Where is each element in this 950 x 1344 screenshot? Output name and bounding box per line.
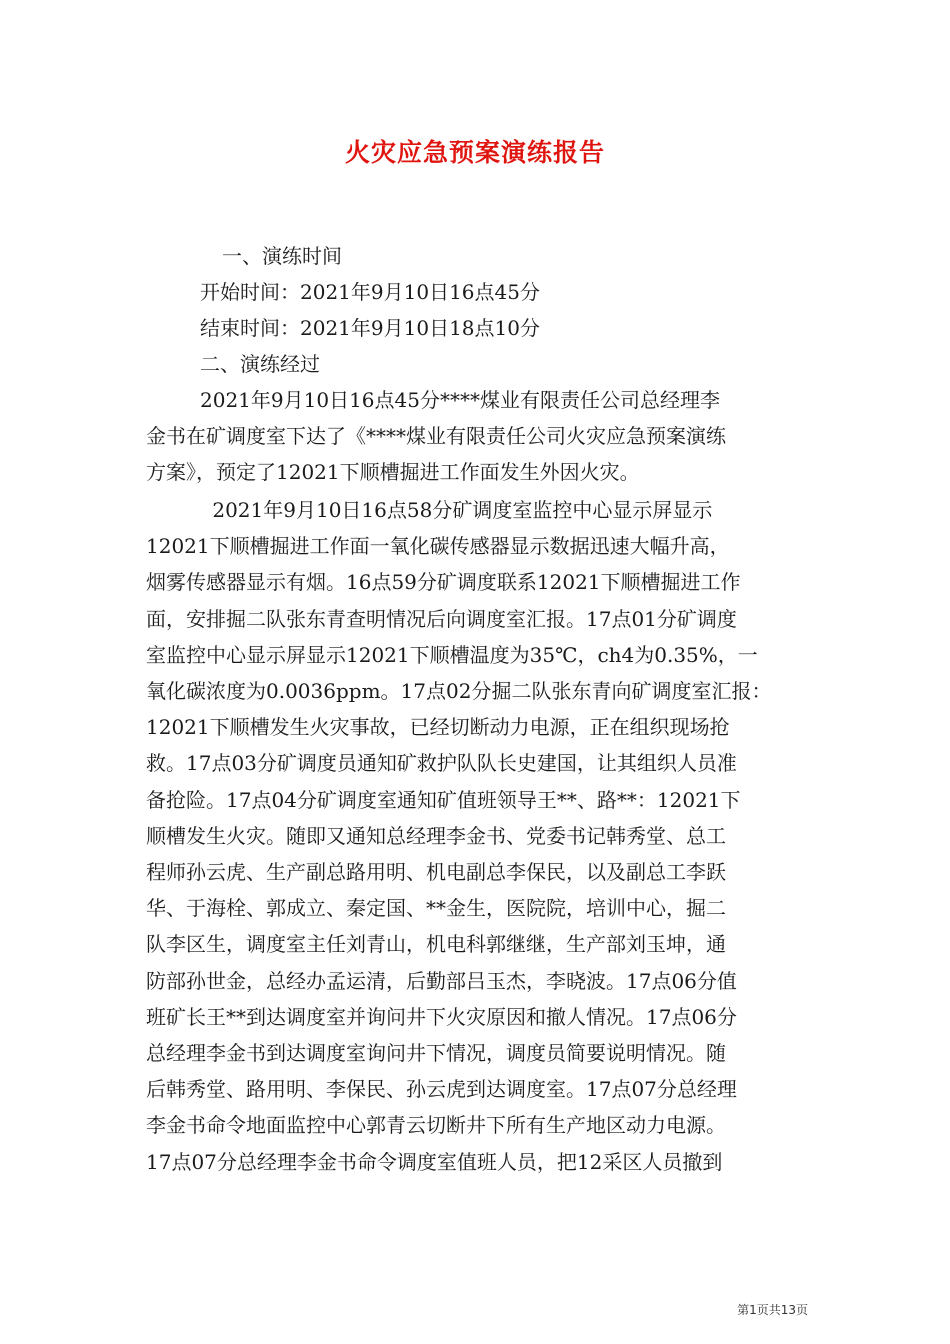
section-heading-process: 二、演练经过 (200, 352, 320, 376)
document-title: 火灾应急预案演练报告 (344, 138, 605, 167)
paragraph-line: 12021下顺槽发生火灾事故，已经切断动力电源，正在组织现场抢 (146, 715, 730, 740)
paragraph-line: 12021下顺槽掘进工作面一氧化碳传感器显示数据迅速大幅升高， (146, 534, 730, 559)
paragraph-line: 方案》，预定了12021下顺槽掘进工作面发生外因火灾。 (146, 460, 640, 485)
paragraph-line: 2021年9月10日16点58分矿调度室监控中心显示屏显示 (186, 498, 713, 522)
paragraph-line: 防部孙世金，总经办孟运清，后勤部吕玉杰，李晓波。17点06分值 (146, 968, 737, 993)
page-number-footer: 第1页共13页 (737, 1303, 808, 1317)
paragraph-line: 备抢险。17点04分矿调度室通知矿值班领导王**、路**：12021下 (146, 787, 741, 812)
start-time-line: 开始时间：2021年9月10日16点45分 (200, 280, 540, 304)
paragraph-line: 队李区生，调度室主任刘青山，机电科郭继继，生产部刘玉坤，通 (146, 932, 726, 957)
paragraph-line: 李金书命令地面监控中心郭青云切断井下所有生产地区动力电源。 (146, 1113, 726, 1138)
paragraph-1 (146, 382, 811, 491)
end-time-line: 结束时间：2021年9月10日18点10分 (200, 316, 540, 340)
paragraph-line: 氧化碳浓度为0.0036ppm。17点02分掘二队张东青向矿调度室汇报： (146, 679, 772, 704)
paragraph-line: 室监控中心显示屏显示12021下顺槽温度为35℃，ch4为0.35%，一 (146, 642, 758, 667)
paragraph-line: 17点07分总经理李金书命令调度室值班人员，把12采区人员撤到 (146, 1149, 723, 1174)
paragraph-line: 后韩秀堂、路用明、李保民、孙云虎到达调度室。17点07分总经理 (146, 1077, 737, 1102)
paragraph-line: 班矿长王**到达调度室并询问井下火灾原因和撤人情况。17点06分 (146, 1004, 737, 1029)
paragraph-line: 总经理李金书到达调度室询问井下情况，调度员简要说明情况。随 (146, 1041, 726, 1066)
paragraph-line: 金书在矿调度室下达了《****煤业有限责任公司火灾应急预案演练 (146, 424, 726, 449)
paragraph-line: 烟雾传感器显示有烟。16点59分矿调度联系12021下顺槽掘进工作 (146, 570, 741, 595)
paragraph-line: 程师孙云虎、生产副总路用明、机电副总李保民，以及副总工李跃 (146, 860, 726, 885)
paragraph-line: 顺槽发生火灾。随即又通知总经理李金书、党委书记韩秀堂、总工 (146, 823, 726, 848)
paragraph-2 (146, 492, 811, 1180)
paragraph-line: 救。17点03分矿调度员通知矿救护队队长史建国，让其组织人员准 (146, 751, 737, 776)
paragraph-line: 面，安排掘二队张东青查明情况后向调度室汇报。17点01分矿调度 (146, 606, 737, 631)
section-heading-time: 一、演练时间 (222, 244, 342, 268)
paragraph-line: 华、于海栓、郭成立、秦定国、**金生，医院院，培训中心，掘二 (146, 896, 726, 921)
paragraph-line: 2021年9月10日16点45分****煤业有限责任公司总经理李 (180, 388, 720, 412)
